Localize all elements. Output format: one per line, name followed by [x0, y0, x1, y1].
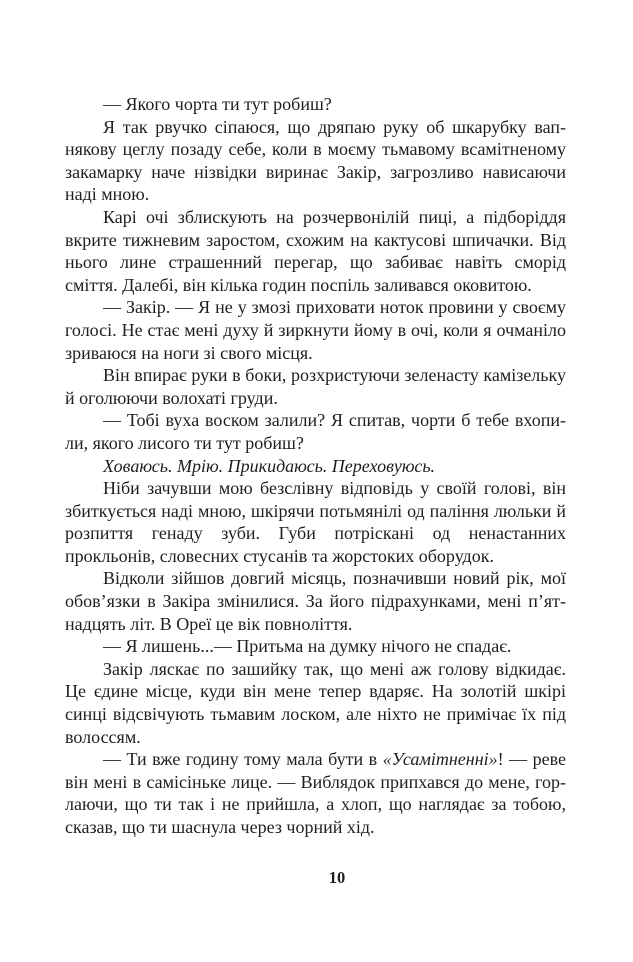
paragraph-text: ! — реве він мені в самісіньке лице. — Виблядок припхався до мене, горлаючи, що ти так і не прийшла, а хлоп, що наглядає за тобою, сказав, що ти шаснула через чорний хід.: [65, 749, 566, 837]
paragraph: [65, 455, 566, 478]
paragraph-text: — Закір. — Я не у змозі приховати ноток провини у своєму голосі. Не стає мені духу й зиркнути йому в очі, коли я очманіло зриваюся на ноги зі свого місця.: [65, 297, 566, 363]
paragraph: [65, 364, 566, 409]
paragraph-text: Я так рвучко сіпаюся, що дряпаю руку об шкарубку вапнякову цеглу позаду себе, коли в моєму тьмавому всамітненому закамарку наче нізвідки виринає Закір, загрозливо нависаючи наді мною.: [65, 116, 566, 205]
paragraph: [65, 93, 566, 116]
paragraph: [65, 116, 566, 206]
page-number: 10: [328, 868, 346, 887]
paragraph-text: Він впирає руки в боки, розхристуючи зеленасту камізельку й оголюючи волохаті груди.: [65, 365, 566, 408]
paragraph-text: Карі очі зблискують на розчервонілій пиці, а підборіддя вкрите тижневим заростом, схожим на кактусові шпичачки. Від нього лине страшенний перегар, що забиває навіть сморід сміття. Далебі, він кілька годин поспіль заливався оковитою.: [65, 206, 566, 295]
paragraph-text-italic: «Усамітненні»: [382, 749, 498, 770]
paragraph: [65, 748, 566, 838]
paragraph-text: Відколи зійшов довгий місяць, позначивши новий рік, мої обов’язки в Закіра змінилися. За його підрахунками, мені п’ятнадцять літ. В Ореї це вік повноліття.: [65, 568, 566, 634]
paragraph: [65, 658, 566, 748]
paragraph-text: — Я лишень...— Притьма на думку нічого не спадає.: [103, 636, 512, 657]
paragraph: [65, 206, 566, 296]
paragraph-text: — Ти вже годину тому мала бути в: [103, 749, 383, 770]
paragraph-text-italic: Ховаюсь. Мрію. Прикидаюсь. Переховуюсь.: [103, 455, 436, 476]
paragraph-text: Закір ляскає по зашийку так, що мені аж голову відкидає. Це єдине місце, куди він мене тепер вдаряє. На золотій шкірі синці відсвічують тьмавим лоском, але ніхто не примічає їх під волоссям.: [65, 658, 566, 747]
paragraph-text: — Тобі вуха воском залили? Я спитав, чорти б тебе вхопили, якого лисого ти тут робиш?: [65, 410, 566, 453]
body-text-block: [65, 93, 566, 839]
paragraph: [65, 477, 566, 567]
paragraph: [65, 296, 566, 364]
paragraph: [65, 635, 566, 658]
paragraph-text: Ніби зачувши мою безслівну відповідь у своїй голові, він збиткується наді мною, шкірячи потьмянілі од паління люльки й розпиття генаду зуби. Губи потріскані од ненастанних прокльонів, словесних стусанів та жорстоких оборудок.: [65, 478, 566, 566]
paragraph: [65, 567, 566, 635]
paragraph: [65, 409, 566, 454]
paragraph-text: — Якого чорта ти тут робиш?: [103, 94, 332, 114]
